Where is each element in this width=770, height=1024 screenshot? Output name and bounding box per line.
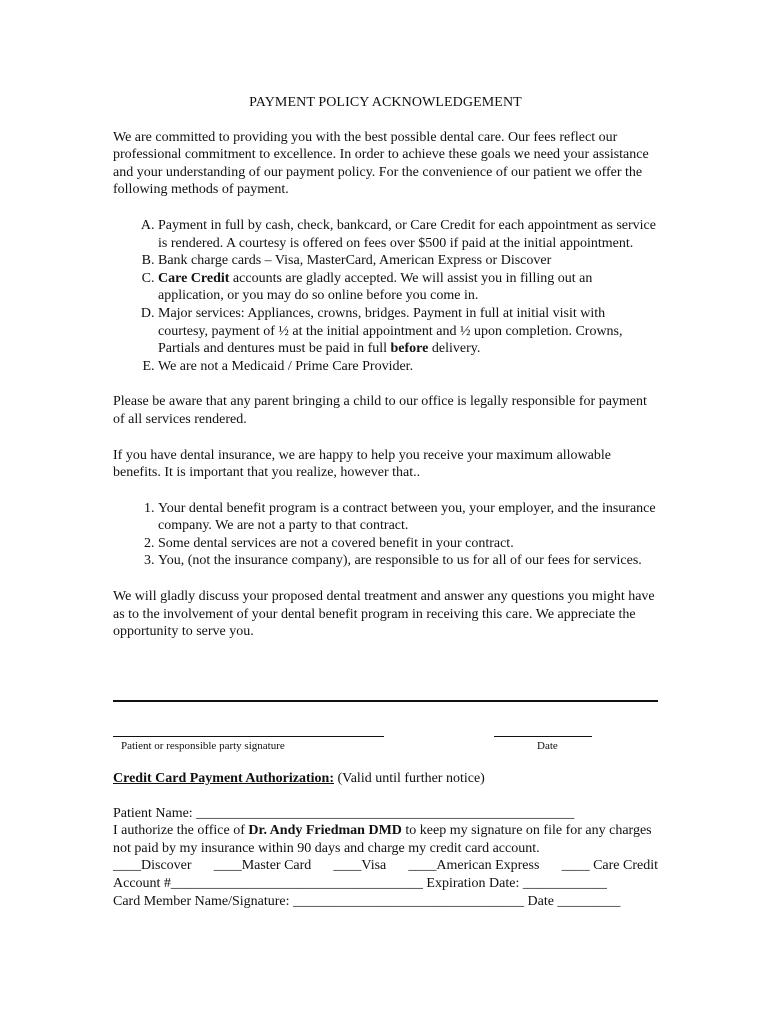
insurance-point: 3. You, (not the insurance company), are responsible to us for all of our fees for services. bbox=[158, 552, 658, 570]
insurance-points-list bbox=[113, 500, 658, 570]
doctor-name: Dr. Andy Friedman DMD bbox=[248, 823, 402, 839]
card-option-discover[interactable]: ____Discover bbox=[113, 858, 192, 874]
authorize-start: I authorize the office of bbox=[113, 823, 249, 839]
account-number-field[interactable]: Account #____________________________________ Expiration Date: ____________ bbox=[113, 875, 607, 891]
method-item-a: A. Payment in full by cash, check, bankcard, or Care Credit for each appointment as service is rendered. A courtesy is offered on fees over $500 if paid at the initial appointment. bbox=[158, 217, 658, 252]
page-title: PAYMENT POLICY ACKNOWLEDGEMENT bbox=[249, 95, 522, 110]
method-item-e: E. We are not a Medicaid / Prime Care Provider. bbox=[158, 358, 658, 376]
before-bold: before bbox=[390, 341, 429, 357]
card-option-mastercard[interactable]: ____Master Card bbox=[213, 858, 312, 874]
insurance-point: 2. Some dental services are not a covered benefit in your contract. bbox=[158, 535, 658, 553]
card-option-visa[interactable]: ____Visa bbox=[333, 858, 387, 874]
method-c-text: accounts are gladly accepted. We will assist you in filling out an application, or you may do so online before you come in. bbox=[158, 270, 593, 304]
insurance-point: 1. Your dental benefit program is a contract between you, your employer, and the insurance company. We are not a party to that contract. bbox=[158, 500, 658, 535]
parent-notice: Please be aware that any parent bringing a child to our office is legally responsible for payment of all services rendered. bbox=[113, 394, 647, 427]
card-member-signature-field[interactable]: Card Member Name/Signature: _________________________________ Date _________ bbox=[113, 893, 621, 909]
signature-label: Patient or responsible party signature bbox=[121, 740, 285, 752]
section-divider bbox=[113, 700, 658, 702]
credit-card-section bbox=[113, 770, 658, 910]
closing-paragraph: We will gladly discuss your proposed dental treatment and answer any questions you might have as to the involvement of your dental benefit program in receiving this care. We appreciate the opportunity to serve you. bbox=[113, 589, 655, 640]
authorization-text bbox=[113, 822, 658, 857]
method-item-d bbox=[158, 305, 658, 358]
care-credit-bold: Care Credit bbox=[158, 270, 230, 286]
signature-line[interactable] bbox=[113, 736, 384, 737]
payment-methods-list bbox=[113, 217, 658, 375]
method-d-text: Major services: Appliances, crowns, bridges. Payment in full at initial visit with courtesy, payment of ½ at the initial appointment and ½ upon completion. Crowns, Partials and dentures must be paid in full bbox=[158, 305, 623, 357]
credit-card-heading-note: (Valid until further notice) bbox=[334, 771, 485, 786]
card-option-amex[interactable]: ____American Express bbox=[408, 858, 540, 874]
method-d-end: delivery. bbox=[428, 341, 481, 357]
date-label: Date bbox=[537, 740, 558, 752]
authorize-end: to keep my signature on file for any charges not paid by my insurance within 90 days and charge my credit card account. bbox=[113, 823, 652, 856]
credit-card-heading-bold: Credit Card Payment Authorization: bbox=[113, 771, 334, 786]
method-item-b: B. Bank charge cards – Visa, MasterCard, American Express or Discover bbox=[158, 252, 658, 270]
insurance-intro: If you have dental insurance, we are happy to help you receive your maximum allowable benefits. It is important that you realize, however that.. bbox=[113, 447, 611, 481]
date-line[interactable] bbox=[494, 736, 592, 737]
patient-name-field[interactable]: Patient Name: ______________________________________________________ bbox=[113, 805, 575, 821]
card-option-care-credit[interactable]: ____ Care Credit bbox=[561, 858, 658, 874]
method-item-c bbox=[158, 270, 658, 305]
credit-card-heading bbox=[113, 770, 658, 788]
intro-paragraph: We are committed to providing you with the best possible dental care. Our fees reflect our professional commitment to excellence. In order to achieve these goals we need your assistance and your understanding of our payment policy. For the convenience of our patient we offer the following methods of payment. bbox=[113, 129, 649, 198]
document-body bbox=[113, 94, 658, 641]
card-type-options bbox=[113, 857, 658, 875]
